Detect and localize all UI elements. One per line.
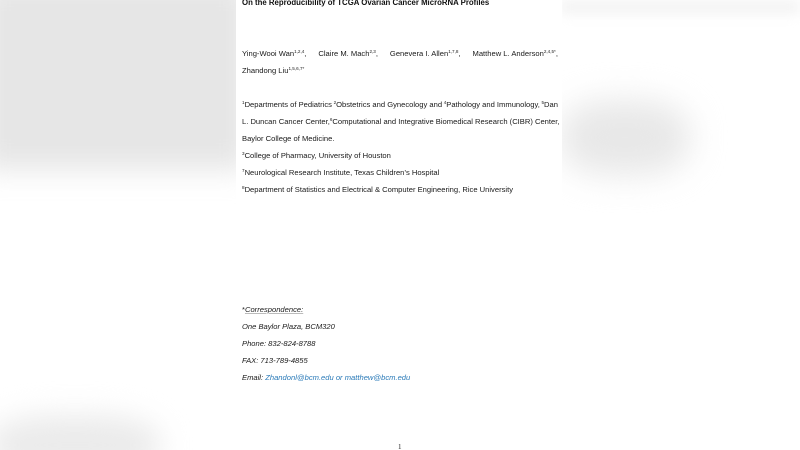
- affiliation-line: Baylor College of Medicine.: [242, 134, 335, 143]
- affiliation-line: $^7$Neurological Research Institute, Texas Children’s Hospital: [242, 168, 440, 177]
- correspondence-address: One Baylor Plaza, BCM320: [242, 322, 335, 331]
- author: Zhandong Liu$^{1,5,6,7*}$: [242, 66, 305, 75]
- background-blur: [0, 415, 160, 450]
- affiliation-line: $^1$Departments of Pediatrics $^2$Obstetrics and Gynecology and $^4$Pathology and Immunology, $^5$Dan: [242, 100, 558, 109]
- affiliation-line: $^3$College of Pharmacy, University of Houston: [242, 151, 391, 160]
- author: Matthew L. Anderson$^{2,4,5*}$,: [472, 49, 558, 58]
- background-blur: [560, 0, 800, 14]
- author-list: [242, 49, 558, 59]
- author: Claire M. Mach$^{2,3}$,: [318, 49, 378, 58]
- correspondence-label: *Correspondence:: [242, 305, 304, 314]
- page-number: 1: [398, 443, 402, 450]
- affiliation-line: $^8$Department of Statistics and Electrical & Computer Engineering, Rice University: [242, 185, 513, 194]
- background-blur: [560, 100, 690, 175]
- background-blur: [0, 0, 250, 170]
- correspondence-email: Email: Zhandonl@bcm.edu or matthew@bcm.edu: [242, 373, 411, 382]
- correspondence-phone: Phone: 832-824-8788: [242, 339, 316, 348]
- paper-title: On the Reproducibility of TCGA Ovarian Cancer MicroRNA Profiles: [242, 0, 490, 7]
- document-page: [236, 0, 562, 450]
- author: Ying-Wooi Wan$^{1,2,4}$,: [242, 49, 307, 58]
- correspondence-fax: FAX: 713-789-4855: [242, 356, 308, 365]
- email-link[interactable]: matthew@bcm.edu: [344, 373, 411, 382]
- affiliation-line: L. Duncan Cancer Center, $^6$Computational and Integrative Biomedical Research (CIBR) Center,: [242, 117, 560, 126]
- author: Genevera I. Allen$^{1,7,8}$,: [389, 49, 461, 58]
- email-link[interactable]: Zhandonl@bcm.edu: [265, 373, 334, 382]
